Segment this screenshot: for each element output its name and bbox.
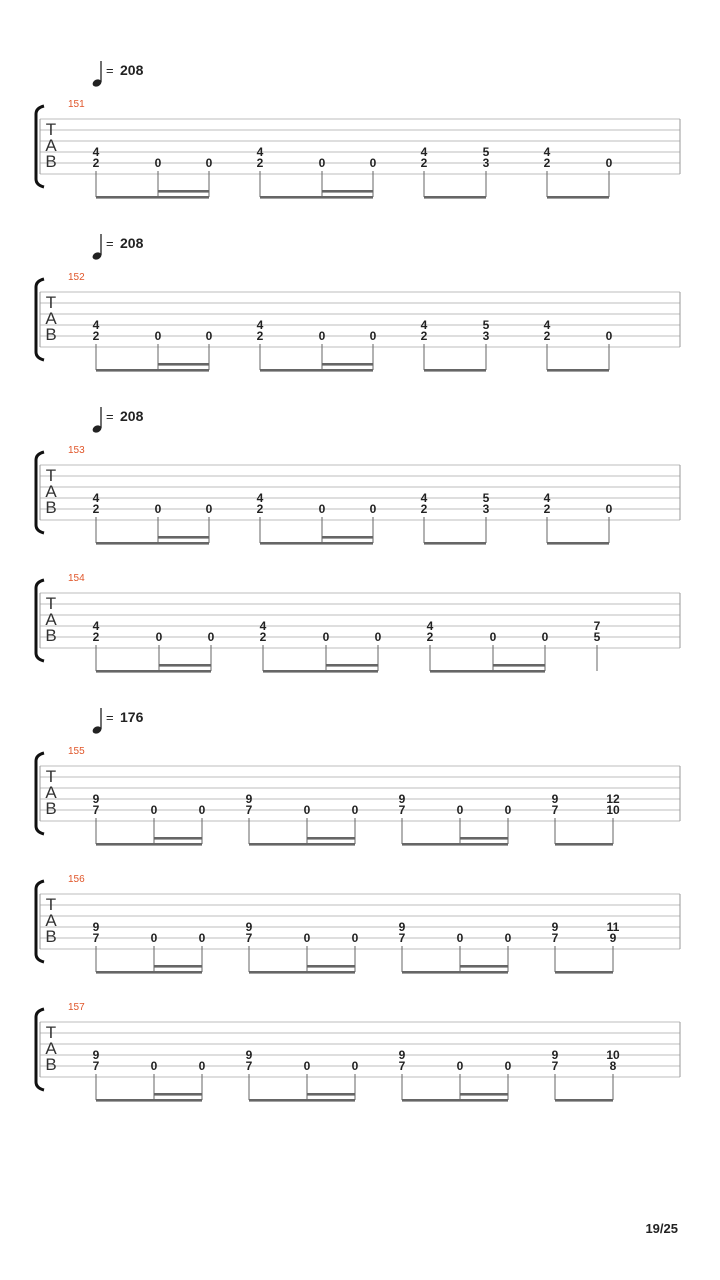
fret-number: 0	[205, 156, 213, 170]
fret-number: 5	[482, 145, 490, 159]
beam-primary	[555, 971, 613, 974]
fret-number: 7	[92, 803, 100, 817]
beam-primary	[402, 843, 508, 846]
tempo-value: 208	[120, 235, 144, 251]
beam-secondary	[322, 363, 373, 366]
fret-number: 2	[543, 502, 551, 516]
fret-number: 4	[92, 491, 100, 505]
beam-secondary	[493, 664, 545, 667]
tab-clef-letter: A	[45, 610, 57, 629]
tempo-value: 208	[120, 408, 144, 424]
fret-number: 7	[551, 931, 559, 945]
beam-secondary	[307, 1093, 355, 1096]
tab-note	[421, 145, 428, 197]
fret-number: 5	[593, 630, 601, 644]
tab-note	[257, 318, 264, 370]
fret-number: 4	[92, 619, 100, 633]
tempo-marking	[91, 708, 143, 735]
fret-number: 7	[245, 1059, 253, 1073]
fret-number: 4	[256, 318, 264, 332]
fret-number: 9	[551, 1048, 559, 1062]
fret-number: 0	[351, 931, 359, 945]
beam-secondary	[154, 965, 202, 968]
fret-number: 0	[351, 803, 359, 817]
fret-number: 0	[154, 502, 162, 516]
fret-number: 9	[245, 920, 253, 934]
fret-number: 8	[609, 1059, 617, 1073]
fret-number: 4	[426, 619, 434, 633]
fret-number: 0	[205, 502, 213, 516]
tab-clef-letter: T	[45, 767, 57, 786]
tab-note	[399, 792, 406, 844]
fret-number: 0	[351, 1059, 359, 1073]
fret-number: 0	[369, 156, 377, 170]
fret-number: 0	[541, 630, 549, 644]
fret-number: 10	[606, 803, 620, 817]
fret-number: 0	[504, 931, 512, 945]
fret-number: 2	[543, 156, 551, 170]
tab-note	[93, 792, 100, 844]
tab-clef-letter: B	[45, 626, 57, 645]
fret-number: 0	[303, 1059, 311, 1073]
tab-note	[544, 145, 551, 197]
tab-note	[246, 920, 253, 972]
beam-primary	[96, 843, 202, 846]
fret-number: 2	[420, 156, 428, 170]
measure-number: 153	[68, 445, 85, 456]
tab-note	[606, 1048, 620, 1100]
fret-number: 9	[245, 1048, 253, 1062]
tab-note	[93, 619, 100, 671]
fret-number: 0	[605, 156, 613, 170]
tempo-equals: =	[106, 63, 114, 78]
fret-number: 0	[150, 931, 158, 945]
tempo-equals: =	[106, 710, 114, 725]
fret-number: 4	[543, 491, 551, 505]
beam-secondary	[154, 1093, 202, 1096]
fret-number: 0	[489, 630, 497, 644]
tab-clef-letter: T	[45, 594, 57, 613]
beam-primary	[424, 369, 486, 372]
tab-note	[93, 1048, 100, 1100]
tab-note	[93, 145, 100, 197]
fret-number: 0	[205, 329, 213, 343]
fret-number: 2	[92, 329, 100, 343]
fret-number: 0	[504, 1059, 512, 1073]
beam-secondary	[154, 837, 202, 840]
tab-note	[483, 145, 490, 197]
tab-clef-letter: B	[45, 927, 57, 946]
tab-note	[421, 491, 428, 543]
beam-primary	[96, 196, 209, 199]
tab-note	[427, 619, 434, 671]
fret-number: 4	[256, 145, 264, 159]
tempo-marking	[91, 61, 143, 88]
fret-number: 4	[92, 318, 100, 332]
beam-primary	[555, 843, 613, 846]
tab-system	[36, 573, 680, 673]
tab-note	[607, 920, 620, 972]
tab-note	[421, 318, 428, 370]
beam-primary	[260, 542, 373, 545]
measure-number: 151	[68, 99, 85, 110]
beam-secondary	[326, 664, 378, 667]
fret-number: 7	[245, 803, 253, 817]
beam-secondary	[158, 363, 209, 366]
fret-number: 7	[92, 931, 100, 945]
beam-secondary	[159, 664, 211, 667]
beam-primary	[547, 542, 609, 545]
beam-primary	[96, 542, 209, 545]
fret-number: 2	[256, 156, 264, 170]
tab-system	[36, 708, 680, 846]
beam-secondary	[322, 190, 373, 193]
fret-number: 9	[551, 792, 559, 806]
tempo-equals: =	[106, 236, 114, 251]
fret-number: 4	[259, 619, 267, 633]
tab-note	[483, 318, 490, 370]
fret-number: 0	[456, 1059, 464, 1073]
tab-clef-letter: B	[45, 152, 57, 171]
tab-note	[93, 491, 100, 543]
tab-note	[552, 1048, 559, 1100]
measure-number: 156	[68, 874, 85, 885]
beam-primary	[96, 971, 202, 974]
tab-note	[606, 329, 613, 370]
tab-note	[246, 1048, 253, 1100]
beam-primary	[402, 971, 508, 974]
measure-number: 157	[68, 1002, 85, 1013]
fret-number: 7	[593, 619, 601, 633]
beam-primary	[402, 1099, 508, 1102]
beam-primary	[249, 971, 355, 974]
fret-number: 10	[606, 1048, 620, 1062]
page-number: 19/25	[645, 1221, 678, 1236]
tab-clef-letter: A	[45, 136, 57, 155]
fret-number: 4	[543, 145, 551, 159]
tab-clef-letter: T	[45, 895, 57, 914]
tempo-marking	[91, 234, 143, 261]
beam-primary	[430, 670, 545, 673]
tab-note	[544, 318, 551, 370]
tab-clef-letter: A	[45, 482, 57, 501]
tab-clef-letter: A	[45, 1039, 57, 1058]
beam-primary	[96, 369, 209, 372]
fret-number: 2	[420, 502, 428, 516]
beam-secondary	[307, 965, 355, 968]
tab-note	[606, 156, 613, 197]
fret-number: 0	[369, 329, 377, 343]
fret-number: 3	[482, 502, 490, 516]
beam-secondary	[460, 965, 508, 968]
tab-note	[257, 491, 264, 543]
fret-number: 2	[543, 329, 551, 343]
beam-secondary	[460, 1093, 508, 1096]
tab-note	[399, 920, 406, 972]
fret-number: 0	[154, 156, 162, 170]
beam-primary	[547, 196, 609, 199]
fret-number: 7	[551, 803, 559, 817]
fret-number: 0	[198, 1059, 206, 1073]
fret-number: 0	[374, 630, 382, 644]
beam-primary	[249, 1099, 355, 1102]
tab-clef-letter: B	[45, 325, 57, 344]
beam-primary	[260, 369, 373, 372]
beam-primary	[260, 196, 373, 199]
fret-number: 4	[543, 318, 551, 332]
fret-number: 0	[303, 931, 311, 945]
beam-primary	[424, 542, 486, 545]
fret-number: 2	[92, 502, 100, 516]
fret-number: 0	[207, 630, 215, 644]
tab-clef-letter: T	[45, 120, 57, 139]
fret-number: 4	[420, 491, 428, 505]
fret-number: 0	[318, 156, 326, 170]
beam-secondary	[158, 190, 209, 193]
tab-clef-letter: B	[45, 1055, 57, 1074]
fret-number: 0	[456, 803, 464, 817]
tab-clef-letter: T	[45, 466, 57, 485]
beam-primary	[555, 1099, 613, 1102]
fret-number: 2	[420, 329, 428, 343]
tempo-marking	[91, 407, 143, 434]
fret-number: 9	[609, 931, 617, 945]
tempo-equals: =	[106, 409, 114, 424]
beam-secondary	[322, 536, 373, 539]
fret-number: 7	[92, 1059, 100, 1073]
beam-primary	[263, 670, 378, 673]
fret-number: 0	[605, 502, 613, 516]
fret-number: 0	[303, 803, 311, 817]
fret-number: 2	[259, 630, 267, 644]
fret-number: 5	[482, 318, 490, 332]
fret-number: 5	[482, 491, 490, 505]
fret-number: 0	[504, 803, 512, 817]
fret-number: 0	[155, 630, 163, 644]
measure-number: 152	[68, 272, 85, 283]
fret-number: 4	[92, 145, 100, 159]
tab-system	[36, 61, 680, 199]
tempo-value: 176	[120, 709, 144, 725]
fret-number: 0	[605, 329, 613, 343]
fret-number: 2	[92, 156, 100, 170]
beam-primary	[96, 670, 211, 673]
tab-system	[36, 234, 680, 372]
beam-primary	[424, 196, 486, 199]
fret-number: 9	[398, 920, 406, 934]
tab-clef-letter: T	[45, 293, 57, 312]
tab-clef-letter: A	[45, 911, 57, 930]
fret-number: 9	[92, 792, 100, 806]
tab-note	[260, 619, 267, 671]
beam-secondary	[307, 837, 355, 840]
tab-note	[399, 1048, 406, 1100]
tab-clef-letter: A	[45, 309, 57, 328]
fret-number: 0	[322, 630, 330, 644]
fret-number: 4	[256, 491, 264, 505]
fret-number: 2	[256, 502, 264, 516]
fret-number: 9	[92, 920, 100, 934]
tab-note	[93, 920, 100, 972]
fret-number: 7	[551, 1059, 559, 1073]
fret-number: 3	[482, 329, 490, 343]
fret-number: 7	[398, 931, 406, 945]
tab-note	[257, 145, 264, 197]
tab-clef-letter: A	[45, 783, 57, 802]
fret-number: 0	[150, 803, 158, 817]
tab-note	[606, 792, 620, 844]
fret-number: 7	[398, 1059, 406, 1073]
fret-number: 0	[456, 931, 464, 945]
fret-number: 0	[150, 1059, 158, 1073]
fret-number: 9	[245, 792, 253, 806]
fret-number: 11	[606, 920, 620, 934]
tab-clef-letter: B	[45, 799, 57, 818]
tab-note	[246, 792, 253, 844]
fret-number: 9	[551, 920, 559, 934]
beam-primary	[547, 369, 609, 372]
tab-system	[36, 1002, 680, 1102]
fret-number: 0	[318, 329, 326, 343]
measure-number: 155	[68, 746, 85, 757]
tab-note	[552, 920, 559, 972]
tab-clef-letter: B	[45, 498, 57, 517]
tab-note	[552, 792, 559, 844]
tab-clef-letter: T	[45, 1023, 57, 1042]
tab-system	[36, 874, 680, 974]
fret-number: 9	[92, 1048, 100, 1062]
tab-note	[606, 502, 613, 543]
tab-note	[544, 491, 551, 543]
fret-number: 0	[198, 803, 206, 817]
fret-number: 12	[606, 792, 620, 806]
fret-number: 0	[369, 502, 377, 516]
tempo-value: 208	[120, 62, 144, 78]
fret-number: 0	[154, 329, 162, 343]
beam-secondary	[158, 536, 209, 539]
fret-number: 2	[426, 630, 434, 644]
beam-primary	[96, 1099, 202, 1102]
fret-number: 3	[482, 156, 490, 170]
fret-number: 0	[318, 502, 326, 516]
tab-note	[93, 318, 100, 370]
beam-primary	[249, 843, 355, 846]
fret-number: 9	[398, 792, 406, 806]
beam-secondary	[460, 837, 508, 840]
tab-system	[36, 407, 680, 545]
tab-note	[483, 491, 490, 543]
measure-number: 154	[68, 573, 85, 584]
fret-number: 9	[398, 1048, 406, 1062]
fret-number: 2	[256, 329, 264, 343]
fret-number: 2	[92, 630, 100, 644]
tab-note	[594, 619, 601, 671]
fret-number: 4	[420, 145, 428, 159]
fret-number: 7	[245, 931, 253, 945]
fret-number: 4	[420, 318, 428, 332]
fret-number: 7	[398, 803, 406, 817]
fret-number: 0	[198, 931, 206, 945]
